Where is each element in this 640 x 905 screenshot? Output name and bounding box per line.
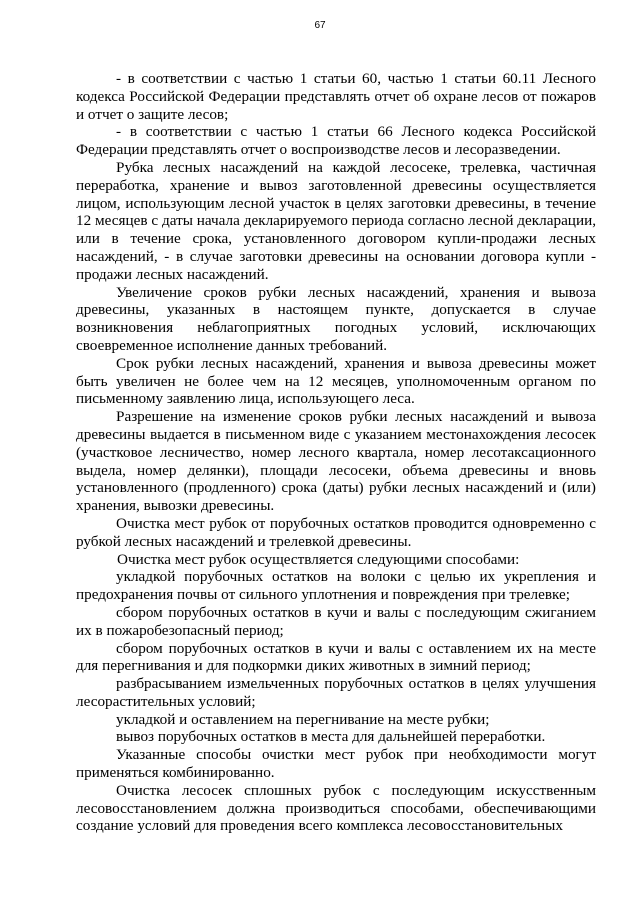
paragraph-7: Очистка мест рубок от порубочных остатков проводится одновременно с рубкой лесных насаждений и трелевкой древесины. bbox=[76, 514, 596, 550]
page-number: 67 bbox=[314, 20, 326, 31]
paragraph-14: вывоз порубочных остатков в места для дальнейшей переработки. bbox=[116, 728, 546, 746]
paragraph-15: Указанные способы очистки мест рубок при необходимости могут применяться комбинированно. bbox=[76, 746, 596, 782]
paragraph-12: разбрасыванием измельченных порубочных остатков в целях улучшения лесорастительных условий; bbox=[76, 675, 596, 710]
paragraph-10: сбором порубочных остатков в кучи и валы с последующим сжиганием их в пожаробезопасный период; bbox=[76, 603, 596, 639]
paragraph-13: укладкой и оставлением на перегнивание на месте рубки; bbox=[116, 710, 490, 728]
paragraph-1: - в соответствии с частью 1 статьи 60, частью 1 статьи 60.11 Лесного кодекса Российской Федерации представлять отчет об охране лесов от пожаров и отчет о защите лесов; bbox=[76, 70, 596, 123]
paragraph-3: Рубка лесных насаждений на каждой лесосеке, трелевка, частичная переработка, хранение и вывоз заготовленной древесины осуществляется лицом, использующим лесной участок в целях заготовки древесины, в течение 12 месяцев с даты начала декларируемого периода согласно лесной декларации, или в течение срока, установленного договором купли-продажи лесных насаждений, - в случае заготовки древесины на основании договора купли - продажи лесных насаждений. bbox=[76, 158, 596, 283]
paragraph-6: Разрешение на изменение сроков рубки лесных насаждений и вывоза древесины выдается в письменном виде с указанием местонахождения лесосек (участковое лесничество, номер лесного квартала, номер лесотаксационного выдела, номер делянки), площади лесосеки, объема древесины и вновь установленного (продленного) срока (даты) рубки лесных насаждений и (или) хранения, вывозки древесины. bbox=[76, 408, 596, 515]
paragraph-2: - в соответствии с частью 1 статьи 66 Лесного кодекса Российской Федерации представлять отчет о воспроизводстве лесов и лесоразведении. bbox=[76, 123, 596, 159]
document-body bbox=[76, 70, 596, 835]
paragraph-4: Увеличение сроков рубки лесных насаждений, хранения и вывоза древесины, указанных в настоящем пункте, допускается в случае возникновения неблагоприятных погодных условий, исключающих своевременное исполнение данных требований. bbox=[76, 283, 596, 354]
paragraph-8: Очистка мест рубок осуществляется следующими способами: bbox=[117, 550, 520, 568]
paragraph-16: Очистка лесосек сплошных рубок с последующим искусственным лесовосстановлением должна производиться способами, обеспечивающими создание условий для проведения всего комплекса лесовосстановительных bbox=[76, 781, 596, 835]
paragraph-9: укладкой порубочных остатков на волоки с целью их укрепления и предохранения почвы от сильного уплотнения и повреждения при трелевке; bbox=[76, 568, 596, 604]
paragraph-5: Срок рубки лесных насаждений, хранения и вывоза древесины может быть увеличен не более чем на 12 месяцев, уполномоченным органом по письменному заявлению лица, использующего леса. bbox=[76, 354, 596, 408]
paragraph-11: сбором порубочных остатков в кучи и валы с оставлением их на месте для перегнивания и для подкормки диких животных в зимний период; bbox=[76, 639, 596, 675]
